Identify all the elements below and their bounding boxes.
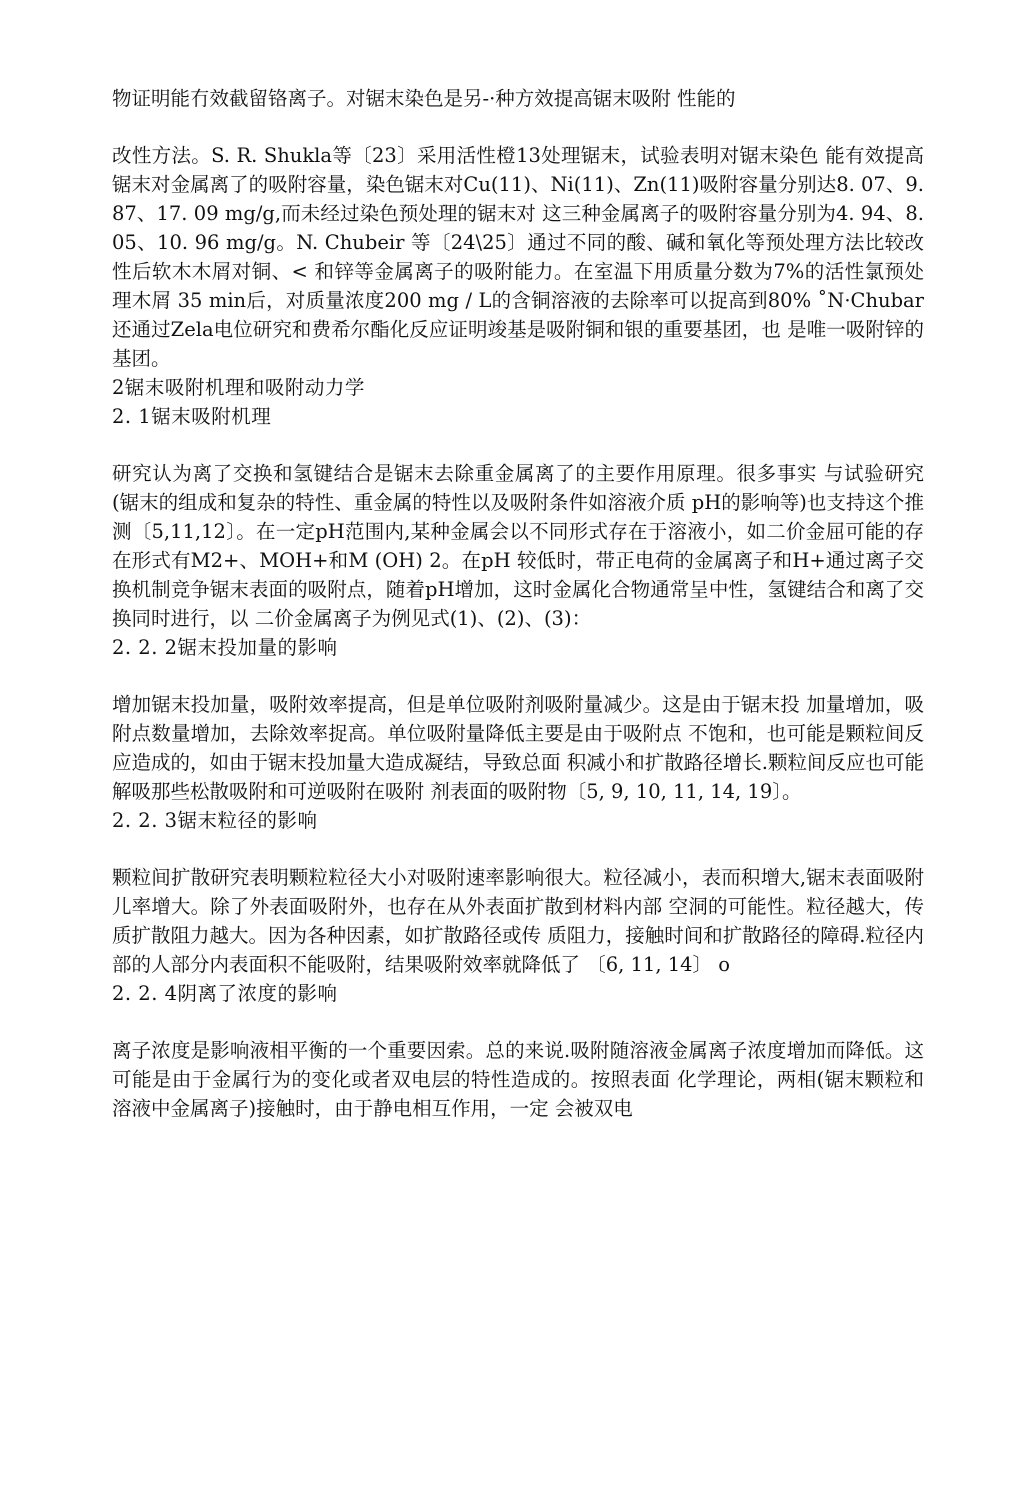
section-heading-2-2-2: 2. 2. 2锯末投加量的影响 — [112, 636, 338, 659]
section-heading-2-1: 2. 1锯末吸附机理 — [112, 405, 272, 428]
paragraph-1: 物证明能冇效截留铬离子。对锯末染色是另-·种方效提高锯末吸附 性能的 — [112, 87, 736, 110]
section-heading-2-2-3: 2. 2. 3锯末粒径的影响 — [112, 809, 318, 832]
paragraph-2: 改性方法。S. R. Shukla等〔23〕采用活性橙13处理锯末，试验表明对锯末染色 能有效提高锯末对金属离了的吸附容量，染色锯末对Cu(11)、Ni(11)、Zn(11)吸附容量分别达8. 07、9. 87、17. 09 mg/g,而未经过染色预处理的锯末对 这三种金属离子的吸附容量分别为4. 94、8. 05、10. 96 mg/g。N. Chubeir 等〔24\25〕通过不同的酸、碱和氧化等预处理方法比较改性后软木木屑对铜、< 和锌等金属离子的吸附能力。在室温下用质量分数为7%的活性氯预处理木屑 35 min后，对质量浓度200 mg / L的含铜溶液的去除率可以捉高到80% ˚N·Chubar 还通过Zela电位研究和费希尔酯化反应证明竣基是吸附铜和银的重要基团，也 是唯一吸附锌的基团。 — [112, 144, 924, 370]
section-heading-2-2-4: 2. 2. 4阴离了浓度的影响 — [112, 982, 338, 1005]
paragraph-3: 研究认为离了交换和氢键结合是锯末去除重金属离了的主要作用原理。很多事实 与试验研究(锯末的组成和复杂的特性、重金属的特性以及吸附条件如溶液介质 pH的影响等)也支持这个推测〔5,11,12〕。在一定pH范围内,某种金属会以不同形式存在于溶液小，如二价金屈可能的存在形式有M2+、MOH+和M (OH) 2。在pH 较低时，带正电荷的金属离子和H+通过离子交换机制竞争锯末表面的吸附点，随着pH增加，这时金属化合物通常呈中性，氢键结合和离了交换同时进行，以 二价金属离子为例见式(1)、(2)、(3)： — [112, 462, 924, 630]
paragraph-4: 增加锯末投加量，吸附效率提高，但是单位吸附剂吸附量减少。这是由于锯末投 加量增加，吸附点数量增加，去除效率捉高。单位吸附量降低主要是由于吸附点 不饱和，也可能是颗粒间反应造成的，如由于锯末投加量大造成凝结，导致总面 积减小和扩散路径增长.颗粒间反应也可能解吸那些松散吸附和可逆吸附在吸附 剂表面的吸附物〔5, 9, 10, 11, 14, 19〕。 — [112, 693, 924, 803]
section-heading-2: 2锯末吸附机理和吸附动力学 — [112, 376, 365, 399]
paragraph-6: 离子浓度是影响液相平衡的一个重要因索。总的来说.吸附随溶液金属离子浓度增加而降低。这可能是由于金属行为的变化或者双电层的特性造成的。按照表面 化学理论，两相(锯末颗粒和溶液中金属离子)接触时，由于静电相互作用，一定 会被双电 — [112, 1039, 924, 1120]
paragraph-5: 颗粒间扩散研究表明颗粒粒径大小对吸附速率影响很大。粒径减小，表而积增大,锯末表面吸附儿率增大。除了外表面吸附外，也存在从外表面扩散到材料内部 空洞的可能性。粒径越大，传质扩散阻力越大。因为各种因素，如扩散路径或传 质阻力，接触时间和扩散路径的障碍.粒径内部的人部分内表面积不能吸附，结果吸附效率就降低了 〔6, 11, 14〕 o — [112, 866, 924, 976]
document-page — [112, 84, 924, 1123]
